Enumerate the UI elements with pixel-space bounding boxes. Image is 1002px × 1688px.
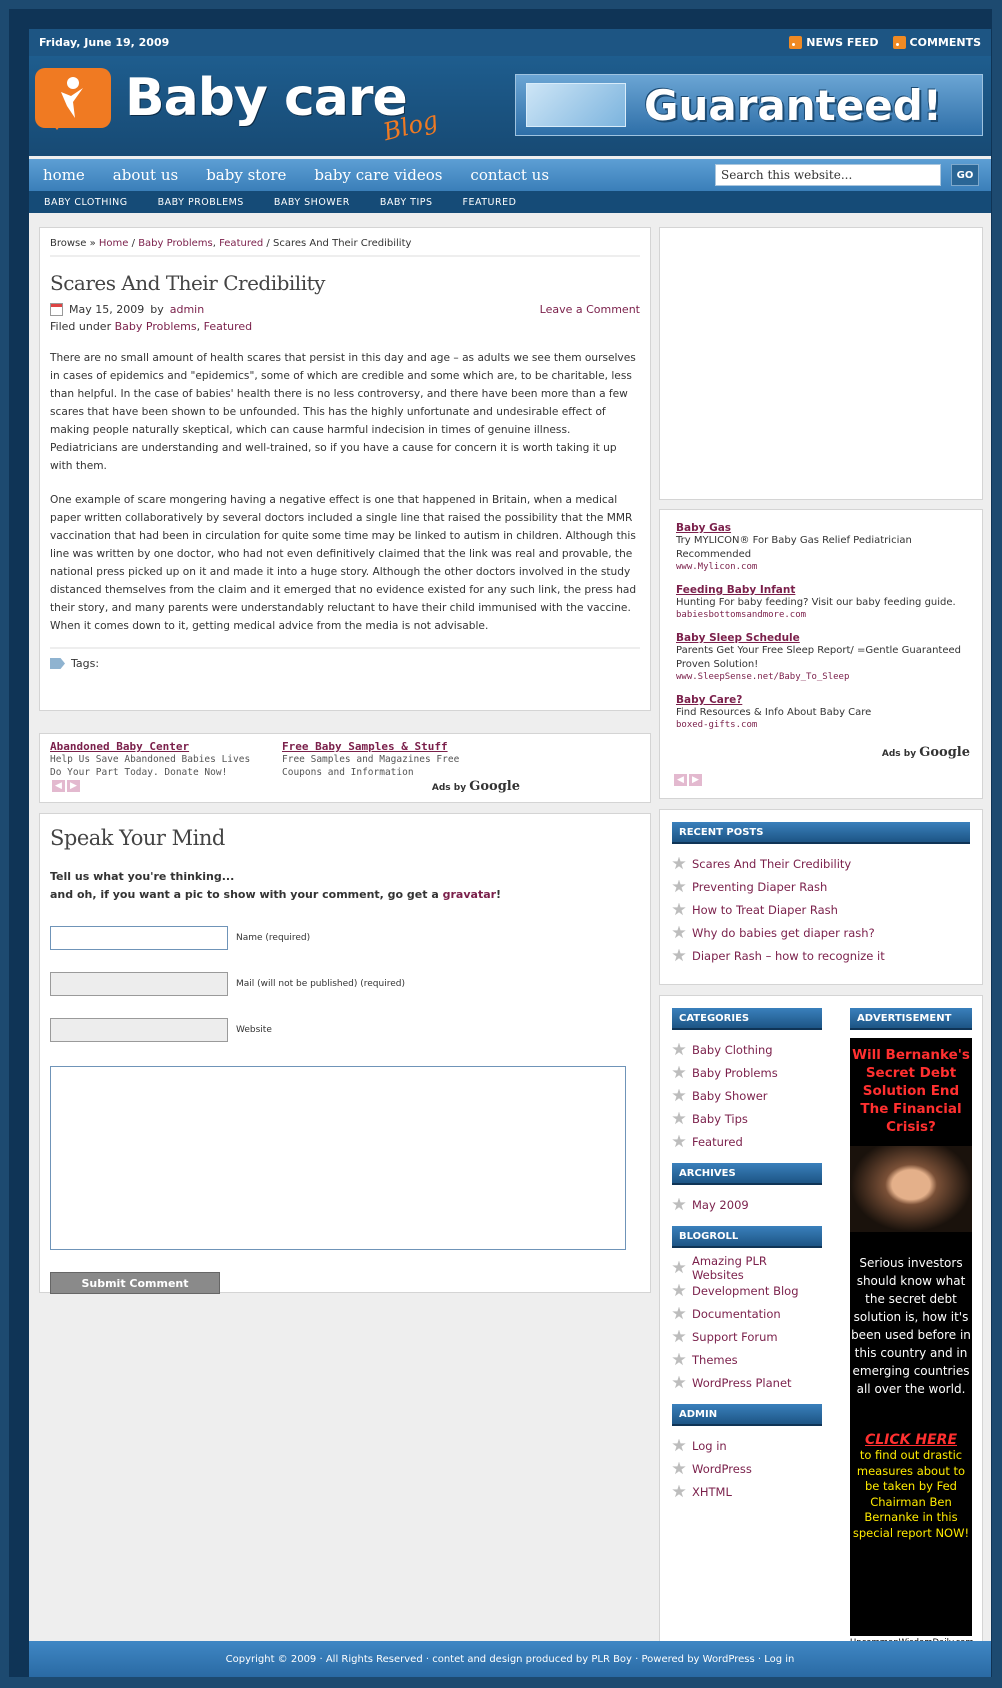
blogroll-link[interactable] (672, 1279, 822, 1302)
blogroll-label: Support Forum (692, 1329, 778, 1344)
admin-label: Log in (692, 1438, 727, 1453)
star-icon (672, 1307, 686, 1321)
star-icon (672, 1198, 686, 1212)
star-icon (672, 880, 686, 894)
category-label: Baby Problems (692, 1065, 778, 1080)
text-ad-baby-gas[interactable] (676, 522, 966, 572)
post-panel (39, 227, 651, 711)
text-ad-baby-sleep[interactable] (676, 632, 966, 682)
page-wrap (29, 29, 991, 1677)
star-icon (672, 857, 686, 871)
post-tags (50, 647, 640, 670)
child-figure-icon (59, 76, 85, 118)
news-feed-label: NEWS FEED (806, 36, 879, 49)
ads-by-google-link[interactable] (882, 745, 970, 760)
admin-label: XHTML (692, 1484, 732, 1499)
ad-description: Find Resources & Info About Baby Care (676, 707, 872, 718)
breadcrumb-home-link[interactable]: Home (98, 238, 129, 249)
blogroll-link[interactable] (672, 1371, 822, 1394)
comment-intro-line: Tell us what you're thinking... (50, 870, 235, 883)
main-nav (29, 159, 991, 191)
search-input[interactable] (715, 164, 941, 186)
recent-post-label: Why do babies get diaper rash? (692, 925, 875, 940)
comment-textarea[interactable] (50, 1066, 626, 1250)
post-paragraph: There are no small amount of health scares that persist in this day and age – as adults we see them ourselves in cases of epidemics and "epidemics", some of which are credible and some which are, to be charitable, less than helpful. In the case of babies' health there is no less controversy, and there have been more than a few scares that have been shown to be unfounded. This has the highly unfortunate and undesirable effect of making people naturally skeptical, which can cause harmful indecision in times of genuine illness. Pediatricians are understanding and well-trained, so if you have a cause for concern it is worth taking it up with them. (50, 352, 636, 472)
breadcrumb: Browse » Home / Baby Problems, Featured / Scares And Their Credibility (50, 238, 640, 257)
google-logo: Google (469, 779, 520, 794)
nav-about-us[interactable]: about us (112, 166, 179, 184)
recent-post-label: Preventing Diaper Rash (692, 879, 828, 894)
widget-title: BLOGROLL (672, 1226, 822, 1248)
category-link[interactable] (672, 1130, 822, 1153)
news-feed-link[interactable] (789, 36, 878, 49)
ad-title: Baby Gas (676, 522, 732, 534)
star-icon (672, 1284, 686, 1298)
website-input[interactable] (50, 1018, 228, 1042)
sidebar-widgets-column (672, 1008, 822, 1503)
breadcrumb-baby-problems-link[interactable]: Baby Problems (138, 238, 213, 249)
current-date: Friday, June 19, 2009 (39, 36, 170, 49)
breadcrumb-separator: / (131, 238, 135, 249)
ad-url: www.Mylicon.com (676, 562, 758, 572)
advertisement-column (850, 1008, 972, 1660)
admin-link[interactable] (672, 1480, 822, 1503)
ad-prev-arrow-icon[interactable]: ◀ (674, 774, 687, 786)
sidebar-text-ads (659, 509, 983, 799)
submit-comment-button[interactable]: Submit Comment (50, 1272, 220, 1294)
comments-feed-label: COMMENTS (909, 36, 981, 49)
ad-title: Abandoned Baby Center (50, 740, 190, 753)
comment-form-panel (39, 813, 651, 1293)
name-field-row (50, 926, 640, 950)
star-icon (672, 1135, 686, 1149)
website-field-row (50, 1018, 640, 1042)
category-link[interactable] (672, 1038, 822, 1061)
leave-comment-link[interactable]: Leave a Comment (539, 303, 640, 316)
category-link[interactable] (672, 1107, 822, 1130)
bernanke-ad-banner[interactable] (850, 1038, 972, 1636)
star-icon (672, 1353, 686, 1367)
ad-next-arrow-icon[interactable]: ▶ (67, 780, 80, 792)
comment-intro (50, 868, 640, 904)
sidebar-lower (659, 995, 983, 1653)
admin-link[interactable] (672, 1434, 822, 1457)
blogroll-link[interactable] (672, 1325, 822, 1348)
widget-title: RECENT POSTS (672, 822, 970, 844)
ad-description: Hunting For baby feeding? Visit our baby feeding guide. (676, 597, 956, 608)
recent-posts-widget (659, 809, 983, 985)
star-icon (672, 903, 686, 917)
product-box-image (526, 83, 626, 127)
mail-field-row (50, 972, 640, 996)
recent-post-link[interactable] (672, 852, 970, 875)
ad-prev-arrow-icon[interactable]: ◀ (52, 780, 65, 792)
google-logo: Google (919, 745, 970, 760)
recent-post-link[interactable] (672, 921, 970, 944)
subnav-featured[interactable]: FEATURED (462, 196, 517, 208)
recent-post-link[interactable] (672, 944, 970, 967)
recent-post-link[interactable] (672, 898, 970, 921)
star-icon (672, 1376, 686, 1390)
comment-form-title: Speak Your Mind (50, 826, 225, 850)
ad-title: Feeding Baby Infant (676, 584, 796, 596)
breadcrumb-prefix: Browse » (50, 238, 96, 249)
top-bar (29, 29, 991, 56)
ad-url: babiesbottomsandmore.com (676, 610, 807, 620)
post-paragraph: One example of scare mongering having a negative effect is one that happened in Britain, when a medical paper written collaboratively by several doctors included a single line that raised the possibility that the MMR vaccination that had been in circulation for quite some time may be linked to autism in children. Although this line was written by one doctor, who had not even definitively claimed that the link was real and provable, the national press picked up on it and made it into a huge story. Although the other doctors involved in the study distanced themselves from the claim and it emerged that no evidence existed for any such link, the press had their story, and many parents were understandably reluctant to have their child immunised with the vaccine. When it comes down to it, getting medical advice from the media is not advisable. (50, 494, 637, 632)
nav-contact-us[interactable]: contact us (470, 166, 550, 184)
breadcrumb-current: Scares And Their Credibility (272, 238, 412, 249)
ad-nav-arrows (52, 780, 80, 792)
logo-badge-icon (35, 68, 111, 128)
header-banner-ad[interactable] (515, 74, 983, 136)
blogroll-link[interactable] (672, 1302, 822, 1325)
widget-title: CATEGORIES (672, 1008, 822, 1030)
filed-under-label: Filed under (50, 320, 112, 333)
tag-icon (50, 658, 65, 669)
ad-photo (850, 1146, 972, 1232)
post-by: by (150, 303, 164, 316)
site-header (29, 56, 991, 156)
rss-icon (789, 36, 802, 49)
ad-title: Baby Care? (676, 694, 743, 706)
archive-label: May 2009 (692, 1197, 749, 1212)
page-frame (9, 9, 992, 1677)
ads-by-google-link[interactable] (432, 779, 520, 794)
post-filed-under: Filed under Baby Problems, Featured (50, 320, 253, 333)
blogroll-link[interactable] (672, 1348, 822, 1371)
ad-nav-arrows (674, 774, 702, 786)
star-icon (672, 949, 686, 963)
nav-home[interactable]: home (43, 166, 85, 184)
ad-description: Parents Get Your Free Sleep Report/ =Gentle Guaranteed Proven Solution! (676, 645, 961, 670)
post-meta (50, 303, 640, 316)
category-nav (29, 191, 991, 213)
nav-baby-care-videos[interactable]: baby care videos (314, 166, 443, 184)
search-go-button[interactable]: GO (951, 164, 979, 186)
widget-title: ARCHIVES (672, 1163, 822, 1185)
name-label: Name (required) (236, 933, 311, 943)
category-link[interactable] (672, 1084, 822, 1107)
filed-featured-link[interactable]: Featured (203, 320, 253, 333)
ad-description: Coupons and Information (282, 767, 414, 778)
text-ad-feeding-baby[interactable] (676, 584, 966, 620)
ad-link-abandoned-baby[interactable] (50, 740, 260, 779)
star-icon (672, 1089, 686, 1103)
breadcrumb-featured-link[interactable]: Featured (219, 238, 264, 249)
admin-label: WordPress (692, 1461, 752, 1476)
ad-headline: Will Bernanke's Secret Debt Solution End The Financial Crisis? (852, 1047, 970, 1135)
category-label: Baby Clothing (692, 1042, 773, 1057)
text-ad-baby-care[interactable] (676, 694, 966, 730)
ad-url: www.SleepSense.net/Baby_To_Sleep (676, 672, 850, 682)
calendar-icon (50, 303, 63, 316)
recent-post-label: Scares And Their Credibility (692, 856, 852, 871)
breadcrumb-separator: / (266, 238, 270, 249)
post-date: May 15, 2009 (69, 303, 145, 316)
star-icon (672, 1439, 686, 1453)
site-footer: Copyright © 2009 · All Rights Reserved · contet and design produced by PLR Boy · Powered by WordPress · Log in (29, 1641, 991, 1677)
ad-link-free-baby-samples[interactable] (282, 740, 492, 779)
post-body (50, 349, 640, 635)
star-icon (672, 1112, 686, 1126)
tags-label: Tags: (71, 657, 100, 670)
ad-body: Serious investors should know what the secret debt solution is, how it's been used before in this country and in emerging countries all over the world. (851, 1256, 971, 1396)
blogroll-label: Development Blog (692, 1283, 799, 1298)
ads-by-label: Ads by (881, 749, 917, 759)
post-author-link[interactable]: admin (169, 303, 205, 316)
nav-baby-store[interactable]: baby store (206, 166, 287, 184)
logo-title: Baby care (125, 68, 407, 128)
website-label: Website (236, 1025, 272, 1035)
recent-post-link[interactable] (672, 875, 970, 898)
site-logo[interactable] (35, 68, 441, 147)
rss-icon (893, 36, 906, 49)
search-form (715, 164, 979, 186)
comment-intro-punct: ! (496, 888, 502, 901)
blogroll-label: Documentation (692, 1306, 781, 1321)
subnav-baby-shower[interactable]: BABY SHOWER (273, 196, 350, 208)
widget-title: ADMIN (672, 1404, 822, 1426)
comment-intro-line: and oh, if you want a pic to show with your comment, go get a (50, 888, 439, 901)
gravatar-link[interactable]: gravatar (442, 888, 497, 901)
subnav-baby-clothing[interactable]: BABY CLOTHING (44, 196, 128, 208)
category-label: Baby Shower (692, 1088, 768, 1103)
archive-link[interactable] (672, 1193, 822, 1216)
blogroll-label: Amazing PLR Websites (691, 1253, 767, 1282)
ad-description: Try MYLICON® For Baby Gas Relief Pediatrician Recommended (676, 535, 912, 560)
logo-subtitle: Blog (380, 105, 441, 147)
star-icon (672, 1043, 686, 1057)
category-link[interactable] (672, 1061, 822, 1084)
ad-description: Free Samples and Magazines Free (282, 754, 460, 765)
admin-link[interactable] (672, 1457, 822, 1480)
name-input[interactable] (50, 926, 228, 950)
post-title: Scares And Their Credibility (50, 271, 325, 295)
star-icon (672, 1462, 686, 1476)
filed-baby-problems-link[interactable]: Baby Problems (114, 320, 197, 333)
google-ad-unit (39, 733, 651, 803)
banner-text: Guaranteed! (644, 80, 942, 130)
ad-call-to-action: to find out drastic measures about to be taken by Fed Chairman Ben Bernanke in this special report NOW! (852, 1448, 970, 1540)
ad-title: Baby Sleep Schedule (676, 632, 800, 644)
subnav-baby-tips[interactable]: BABY TIPS (379, 196, 433, 208)
mail-label: Mail (will not be published) (required) (236, 979, 405, 989)
blogroll-label: Themes (692, 1352, 738, 1367)
ad-next-arrow-icon[interactable]: ▶ (689, 774, 702, 786)
ads-by-label: Ads by (431, 783, 467, 793)
star-icon (672, 1261, 686, 1275)
ad-description: Help Us Save Abandoned Babies Lives (50, 754, 251, 765)
blogroll-link[interactable] (672, 1253, 822, 1282)
ad-description: Do Your Part Today. Donate Now! (50, 767, 228, 778)
ad-url: boxed-gifts.com (676, 720, 758, 730)
mail-input[interactable] (50, 972, 228, 996)
category-label: Featured (692, 1134, 743, 1149)
recent-post-label: How to Treat Diaper Rash (692, 902, 838, 917)
ad-title: Free Baby Samples & Stuff (282, 740, 448, 753)
blogroll-label: WordPress Planet (692, 1375, 792, 1390)
recent-post-label: Diaper Rash – how to recognize it (692, 948, 885, 963)
ad-click-here: CLICK HERE (864, 1432, 958, 1448)
subnav-baby-problems[interactable]: BABY PROBLEMS (157, 196, 244, 208)
star-icon (672, 1485, 686, 1499)
comments-feed-link[interactable] (893, 36, 981, 49)
sidebar-ad-placeholder (659, 227, 983, 500)
category-label: Baby Tips (692, 1111, 748, 1126)
star-icon (672, 1066, 686, 1080)
star-icon (672, 1330, 686, 1344)
widget-title: ADVERTISEMENT (850, 1008, 972, 1030)
star-icon (672, 926, 686, 940)
